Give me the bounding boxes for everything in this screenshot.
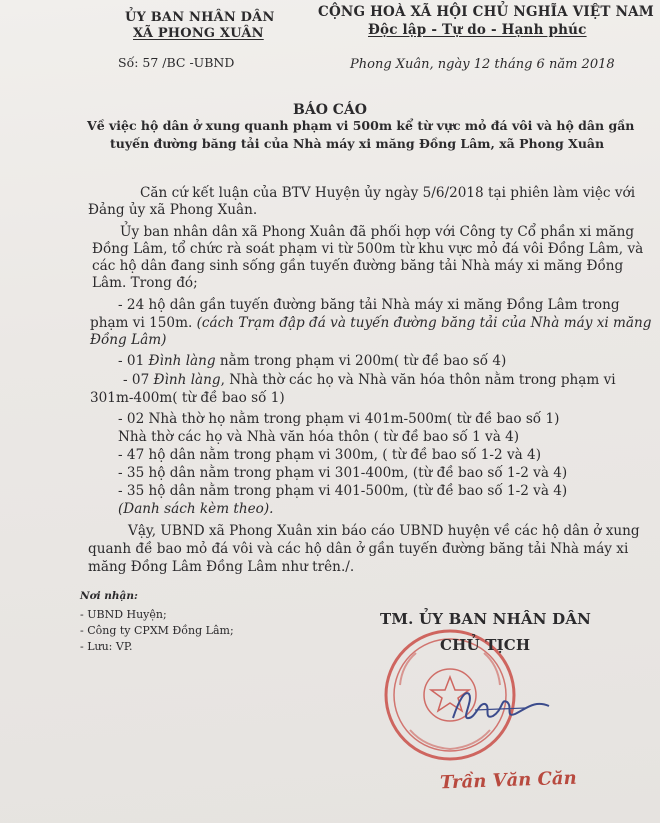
body-line: Đồng Lâm, tổ chức rà soát phạm vi từ 500m từ khu vực mỏ đá vôi Đồng Lâm, và [92,241,644,257]
body-line: các hộ dân đang sinh sống gần tuyến đường băng tải Nhà máy xi măng Đồng [92,258,624,274]
body-line: - 01 Đình làng nằm trong phạm vi 200m( từ đề bao số 4) [118,353,507,369]
body-line: - 07 Đình làng, Nhà thờ các họ và Nhà văn hóa thôn nằm trong phạm vi [123,372,616,388]
attachment-note: (Danh sách kèm theo). [118,501,274,517]
report-title: BÁO CÁO [293,102,367,118]
document-number: Số: 57 /BC -UBND [118,55,235,70]
recipient-item: - UBND Huyện; [80,608,167,621]
body-line: - 47 hộ dân nằm trong phạm vi 300m, ( từ đề bao số 1-2 và 4) [118,447,542,463]
body-line: phạm vi 150m. (cách Trạm đập đá và tuyến đường băng tải của Nhà máy xi măng [90,315,652,331]
report-subject-line1: Về việc hộ dân ở xung quanh phạm vi 500m kể từ vực mỏ đá vôi và hộ dân gần [87,118,635,133]
body-line: 301m-400m( từ đề bao số 1) [90,390,285,406]
signer-name: Trần Văn Căn [439,767,577,794]
body-line: - 35 hộ dân nằm trong phạm vi 301-400m, (từ đề bao số 1-2 và 4) [118,465,568,481]
signature-title: TM. ỦY BAN NHÂN DÂN [380,610,592,628]
place-date: Phong Xuân, ngày 12 tháng 6 năm 2018 [350,57,615,72]
recipient-item: - Lưu: VP. [80,640,133,653]
signature-role: CHỦ TỊCH [440,636,531,654]
commune-name: XÃ PHONG XUÂN [133,26,264,41]
body-line: Căn cứ kết luận của BTV Huyện ủy ngày 5/6/2018 tại phiên làm việc với [140,185,636,201]
body-line: măng Đồng Lâm Đồng Lâm như trên./. [88,559,355,575]
body-line: - 02 Nhà thờ họ nằm trong phạm vi 401m-500m( từ đề bao số 1) [118,411,560,427]
body-line: - 24 hộ dân gần tuyến đường băng tải Nhà máy xi măng Đồng Lâm trong [118,297,620,313]
body-line: quanh đề bao mỏ đá vôi và các hộ dân ở gần tuyến đường băng tải Nhà máy xi [88,541,629,557]
body-line: Vậy, UBND xã Phong Xuân xin báo cáo UBND huyện về các hộ dân ở xung [128,523,640,539]
body-line: Đảng ủy xã Phong Xuân. [88,202,258,218]
report-subject-line2: tuyến đường băng tải của Nhà máy xi măng Đồng Lâm, xã Phong Xuân [110,136,605,151]
body-line: - 35 hộ dân nằm trong phạm vi 401-500m, (từ đề bao số 1-2 và 4) [118,483,568,499]
body-line: Đồng Lâm) [90,332,167,348]
recipient-item: - Công ty CPXM Đồng Lâm; [80,624,234,637]
body-line: Nhà thờ các họ và Nhà văn hóa thôn ( từ đề bao số 1 và 4) [118,429,520,445]
body-line: Lâm. Trong đó; [92,275,198,291]
body-line: Ủy ban nhân dân xã Phong Xuân đã phối hợp với Công ty Cổ phần xi măng [120,224,635,240]
agency-name: ỦY BAN NHÂN DÂN [125,10,275,25]
recipients-label: Nơi nhận: [80,590,138,602]
national-motto: Độc lập - Tự do - Hạnh phúc [368,22,587,38]
handwritten-signature [445,680,565,730]
national-title: CỘNG HOÀ XÃ HỘI CHỦ NGHĨA VIỆT NAM [318,4,654,20]
